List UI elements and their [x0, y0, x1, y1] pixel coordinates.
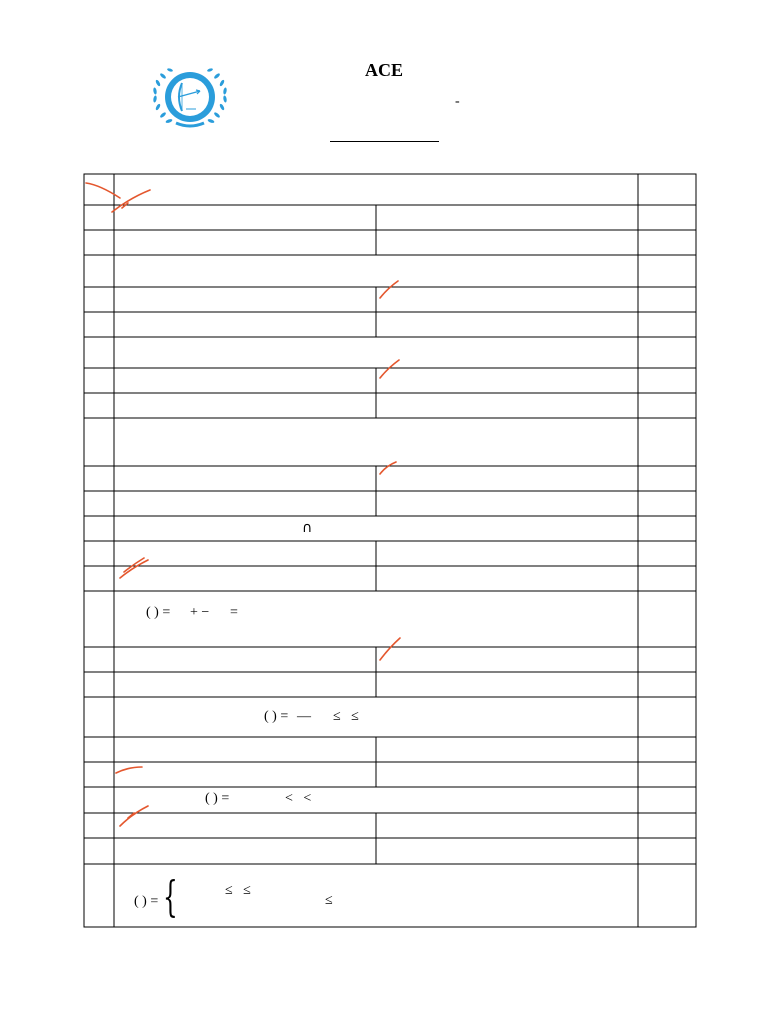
college-title: ACE — [364, 60, 403, 80]
question-function-3-inequality: < < — [285, 791, 312, 806]
question-function-1-equals: = — [230, 605, 238, 620]
question-function-1-lhs: ( ) = — [146, 605, 171, 620]
question-function-4-inequality-2: ≤ — [325, 893, 333, 908]
question-function-3-lhs: ( ) = — [205, 791, 230, 806]
question-function-4-inequality-1: ≤ ≤ — [225, 883, 251, 898]
question-function-2-lhs: ( ) = — [264, 709, 289, 724]
question-function-4-lhs: ( ) = — [134, 894, 159, 909]
question-function-2-fraction-bar: — — [297, 709, 311, 724]
intersection-symbol: ∩ — [302, 520, 313, 536]
row-dividers — [84, 205, 696, 864]
subtitle-dash: - — [455, 94, 460, 109]
question-function-1-terms: + − — [190, 605, 210, 620]
question-function-2-inequality: ≤ ≤ — [333, 709, 359, 724]
piecewise-brace: { — [163, 872, 178, 921]
